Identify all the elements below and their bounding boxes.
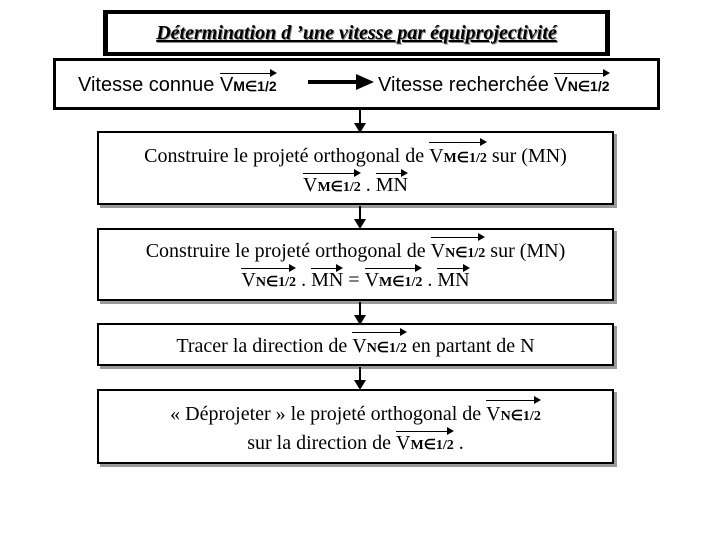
dot-operator: . — [422, 269, 438, 291]
vector-subscript: N∈1/2 — [567, 78, 610, 94]
vector-subscript: M∈1/2 — [443, 151, 487, 166]
title-frame — [103, 10, 610, 56]
vector-v-n — [486, 401, 541, 430]
step-box-4 — [97, 389, 614, 464]
vector-v-m — [429, 143, 487, 172]
vector-v-n — [352, 333, 407, 362]
vector-mn — [376, 172, 408, 198]
vector-symbol: V — [364, 269, 380, 291]
vector-symbol: V — [554, 74, 568, 96]
step-text: . — [453, 432, 464, 454]
vector-symbol: V — [352, 335, 367, 357]
right-arrow-icon — [308, 72, 374, 92]
step-text: sur la direction de — [247, 432, 397, 454]
vector-symbol: V — [303, 174, 318, 196]
vector-subscript: N∈1/2 — [500, 409, 541, 424]
step-text: sur (MN) — [486, 145, 567, 167]
vector-mn — [311, 267, 343, 293]
vector-subscript: M∈1/2 — [379, 275, 423, 290]
step-text: « Déprojeter » le projeté orthogonal de — [170, 403, 487, 425]
step-4-line-2 — [99, 430, 612, 459]
step-1-line-1 — [99, 143, 612, 172]
vector-subscript: N∈1/2 — [445, 246, 486, 261]
vector-mn — [437, 267, 469, 293]
velocity-header-band — [53, 58, 660, 110]
vector-subscript: M∈1/2 — [410, 438, 454, 453]
step-box-2 — [97, 228, 614, 301]
step-box-3 — [97, 323, 614, 366]
vector-v-n — [431, 238, 486, 267]
vector-symbol: V — [430, 240, 446, 262]
step-text: Construire le projeté orthogonal de — [145, 240, 431, 262]
dot-operator: . — [360, 174, 376, 196]
step-text: sur (MN) — [485, 240, 566, 262]
vector-symbol: V — [396, 432, 411, 454]
sought-velocity-label: Vitesse recherchée — [378, 74, 555, 96]
down-arrow-icon — [351, 206, 369, 229]
dot-operator: . — [296, 269, 312, 291]
down-arrow-icon — [351, 110, 369, 133]
velocity-header-inner — [56, 61, 657, 107]
step-box-1 — [97, 131, 614, 205]
step-text: Tracer la direction de — [176, 335, 353, 357]
sought-velocity — [378, 74, 610, 97]
step-2-line-2 — [99, 267, 612, 296]
known-velocity-label: Vitesse connue — [78, 74, 220, 96]
vector-symbol: V — [429, 145, 444, 167]
step-4-line-1 — [99, 401, 612, 430]
equals-sign: = — [343, 269, 365, 291]
vector-subscript: M∈1/2 — [317, 180, 361, 195]
vector-v-m — [303, 172, 361, 201]
step-3-line-1 — [99, 333, 612, 362]
step-text: en partant de N — [406, 335, 535, 357]
known-velocity-vector — [220, 74, 277, 97]
step-1-line-2 — [99, 172, 612, 201]
known-velocity — [78, 74, 277, 97]
vector-subscript: N∈1/2 — [366, 341, 407, 356]
vector-v-n — [241, 267, 296, 296]
vector-subscript: M∈1/2 — [233, 78, 277, 94]
sought-velocity-vector — [554, 74, 609, 97]
vector-symbol: V — [486, 403, 501, 425]
step-text: Construire le projeté orthogonal de — [144, 145, 430, 167]
down-arrow-icon — [351, 302, 369, 325]
vector-v-m — [365, 267, 423, 296]
title-inner — [108, 14, 605, 52]
vector-symbol: MN — [437, 269, 470, 291]
vector-v-m — [396, 430, 454, 459]
step-2-line-1 — [99, 238, 612, 267]
down-arrow-icon — [351, 367, 369, 390]
vector-subscript: N∈1/2 — [255, 275, 297, 290]
vector-symbol: V — [241, 269, 256, 291]
diagram-title: Détermination d ’une vitesse par équiprojectivité — [156, 21, 557, 44]
vector-symbol: V — [219, 74, 234, 96]
vector-symbol: MN — [375, 174, 408, 196]
vector-symbol: MN — [311, 269, 344, 291]
